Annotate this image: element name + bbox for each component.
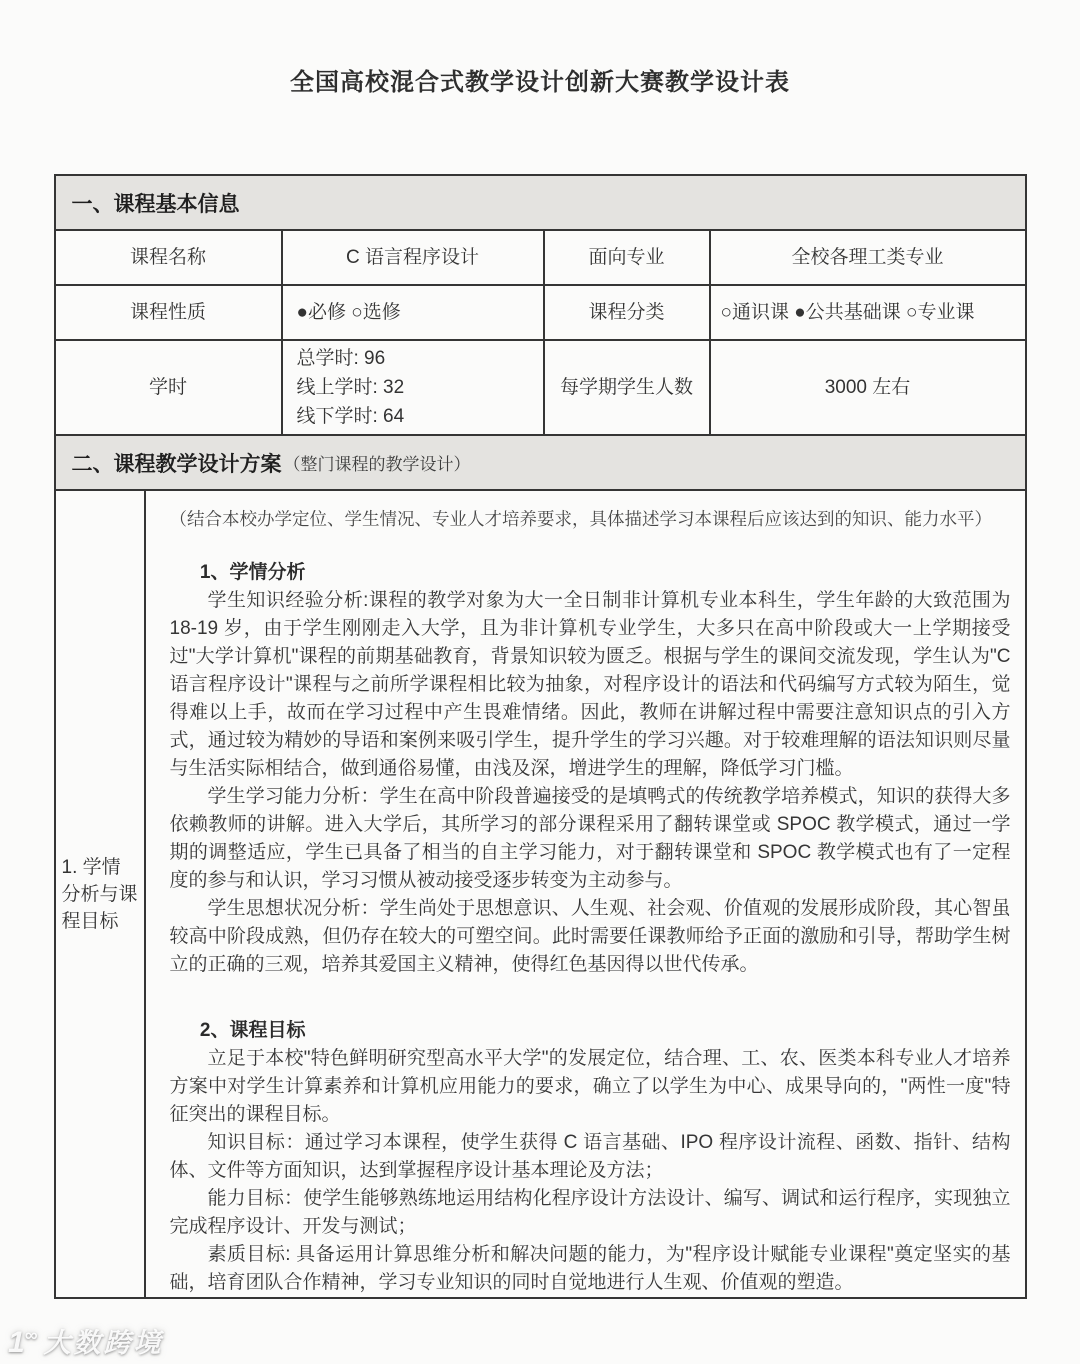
watermark-text: 大数跨境 <box>43 1328 164 1358</box>
ability-objective-paragraph: 能力目标：使学生能够熟练地运用结构化程序设计方法设计、编写、调试和运行程序，实现独立完成程序设计、开发与测试； <box>169 1188 1011 1237</box>
document-title: 全国高校混合式教学设计创新大赛教学设计表 <box>290 69 790 96</box>
section2-header <box>56 436 1025 491</box>
teaching-design-form-table <box>54 174 1027 1299</box>
course-objectives-heading: 2、课程目标 <box>199 1020 306 1041</box>
hours-value-cell <box>283 341 545 436</box>
total-hours: 总学时: 96 <box>296 348 386 369</box>
document-page <box>0 62 1080 1359</box>
course-nature-options: ●必修 ○选修 <box>283 286 545 341</box>
online-hours: 线上学时: 32 <box>296 377 405 398</box>
target-major-label-cell: 面向专业 <box>545 231 711 286</box>
section2-heading: 二、课程教学设计方案 <box>71 452 282 476</box>
quality-objective-paragraph: 素质目标: 具备运用计算思维分析和解决问题的能力，为"程序设计赋能专业课程"奠定坚实的基础，培育团队合作精神，学习专业知识的同时自觉地进行人生观、价值观的塑造。 <box>169 1244 1011 1293</box>
students-per-term-value-cell: 3000 左右 <box>711 341 1025 436</box>
learner-ability-paragraph: 学生学习能力分析：学生在高中阶段普遍接受的是填鸭式的传统教学培养模式，知识的获得大多依赖教师的讲解。进入大学后，其所学习的部分课程采用了翻转课堂或 SPOC 教学模式，通过一学期的调整适应，学生已具备了相当的自主学习能力，对于翻转课堂和 SPOC 教学模式也有了一定程度的参与和认识，学习习惯从被动接受逐步转变为主动参与。 <box>169 786 1011 891</box>
learner-analysis-heading: 1、学情分析 <box>199 562 306 583</box>
basic-info-grid <box>56 231 1025 436</box>
learner-knowledge-paragraph: 学生知识经验分析:课程的教学对象为大一全日制非计算机专业本科生，学生年龄的大致范围为 18-19 岁，由于学生刚刚走入大学，且为非计算机专业学生，大多只在高中阶段或大一上学期接受过"大学计算机"课程的前期基础教育，背景知识较为匮乏。根据与学生的课间交流发现，学生认为"C 语言程序设计"课程与之前所学课程相比较为抽象，对程序设计的语法和代码编写方式较为陌生，觉得难以上手，故而在学习过程中产生畏难情绪。因此，教师在讲解过程中需要注意知识点的引入方式，通过较为精妙的导语和案例来吸引学生，提升学生的学习兴趣。对于较难理解的语法知识则尽量与生活实际相结合，做到通俗易懂，由浅及深，增进学生的理解，降低学习门槛。 <box>169 590 1011 779</box>
design-plan-row-label: 1. 学情分析与课程目标 <box>56 491 146 1297</box>
students-per-term-label-cell: 每学期学生人数 <box>545 341 711 436</box>
watermark <box>8 1321 164 1360</box>
design-plan-instruction-note: （结合本校办学定位、学生情况、专业人才培养要求，具体描述学习本课程后应该达到的知识、能力水平） <box>169 509 992 529</box>
hours-label-cell: 学时 <box>56 341 283 436</box>
target-major-value-cell: 全校各理工类专业 <box>711 231 1025 286</box>
course-category-label-cell: 课程分类 <box>545 286 711 341</box>
offline-hours: 线下学时: 64 <box>296 406 405 427</box>
watermark-logo-icon: 1∞ <box>8 1325 38 1359</box>
section1-heading: 一、课程基本信息 <box>71 192 240 216</box>
objectives-overview-paragraph: 立足于本校"特色鲜明研究型高水平大学"的发展定位，结合理、工、农、医类本科专业人才培养方案中对学生计算素养和计算机应用能力的要求，确立了以学生为中心、成果导向的，"两性一度"特征突出的课程目标。 <box>169 1048 1011 1125</box>
course-nature-label-cell: 课程性质 <box>56 286 283 341</box>
learner-ideology-paragraph: 学生思想状况分析：学生尚处于思想意识、人生观、社会观、价值观的发展形成阶段，其心智虽较高中阶段成熟，但仍存在较大的可塑空间。此时需要任课教师给予正面的激励和引导，帮助学生树立的正确的三观，培养其爱国主义精神，使得红色基因得以世代传承。 <box>169 898 1011 975</box>
course-name-label-cell: 课程名称 <box>56 231 283 286</box>
course-category-options: ○通识课 ●公共基础课 ○专业课 <box>711 286 1025 341</box>
knowledge-objective-paragraph: 知识目标：通过学习本课程，使学生获得 C 语言基础、IPO 程序设计流程、函数、指针、结构体、文件等方面知识，达到掌握程序设计基本理论及方法； <box>169 1132 1011 1181</box>
course-name-value-cell: C 语言程序设计 <box>283 231 545 286</box>
design-plan-content <box>146 491 1025 1297</box>
design-plan-row <box>56 491 1025 1297</box>
section1-header <box>56 176 1025 231</box>
section2-heading-note: （整门课程的教学设计） <box>283 455 471 474</box>
